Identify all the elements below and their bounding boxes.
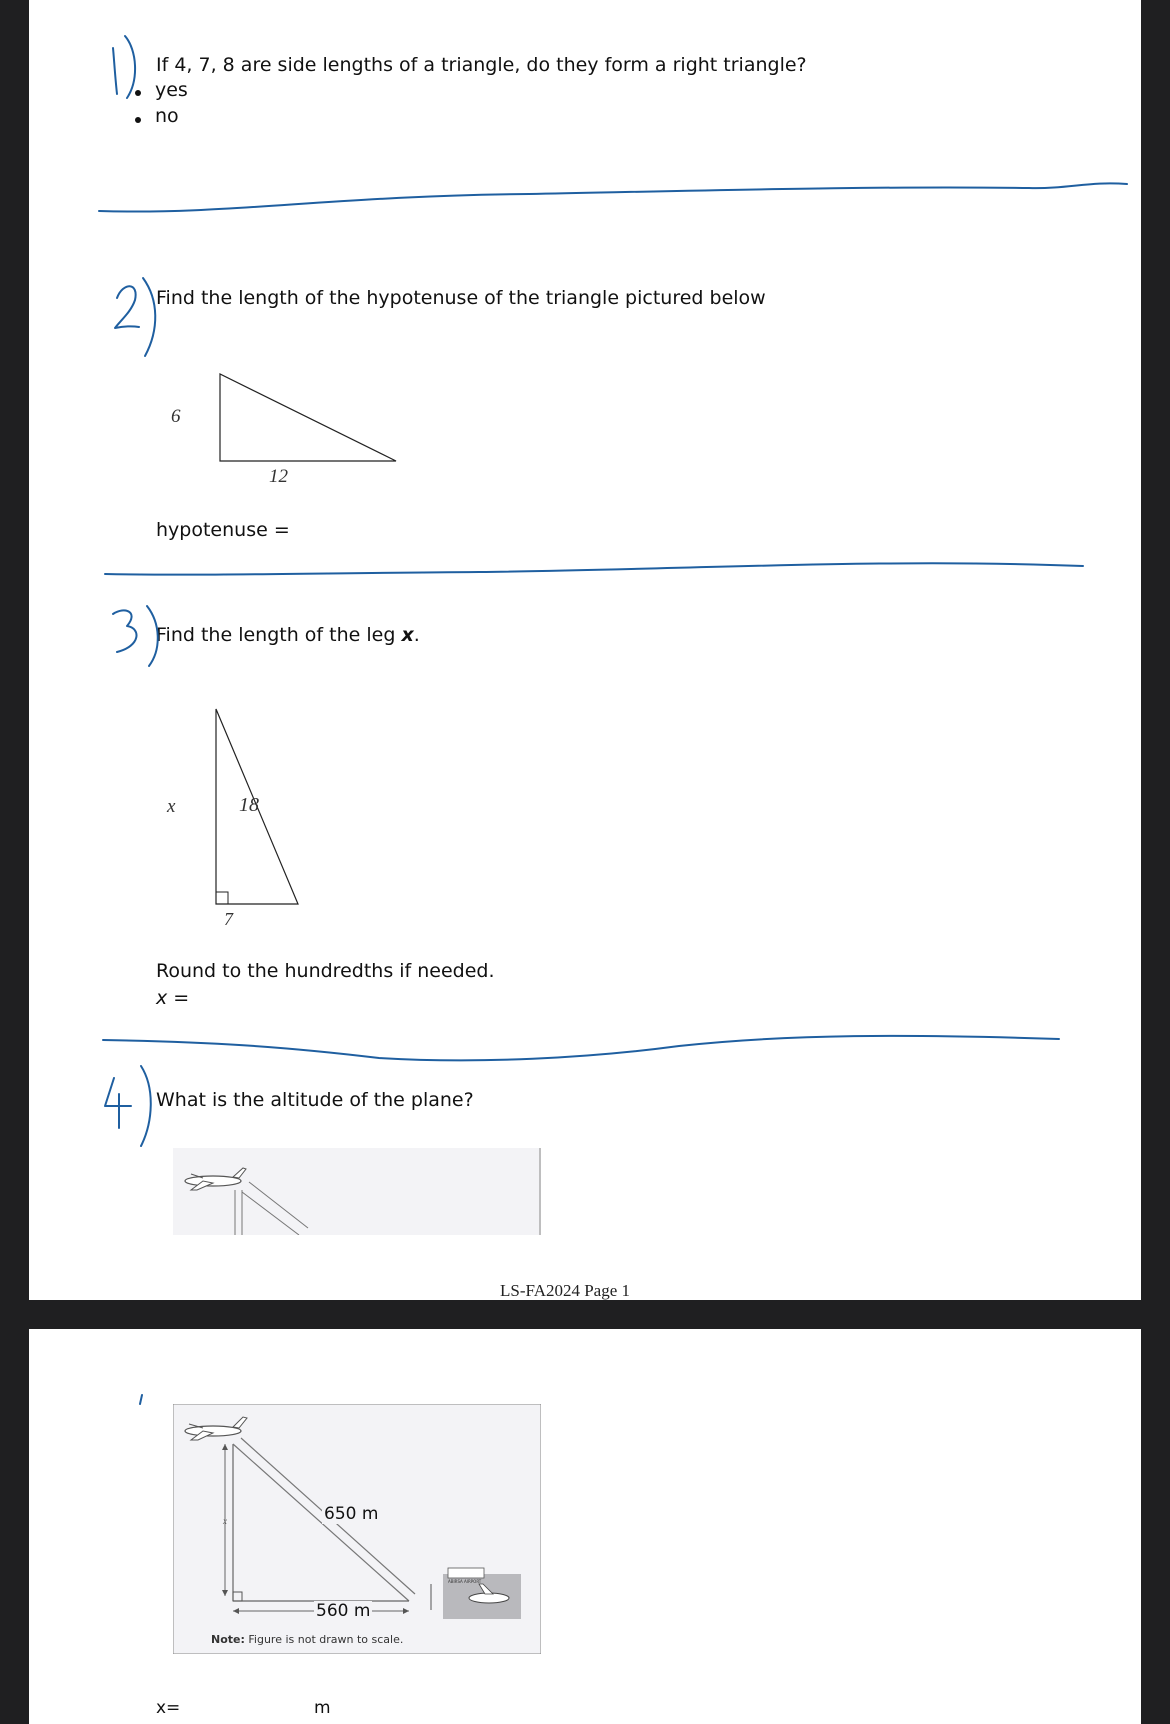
page-footer: LS-FA2024 Page 1 — [500, 1281, 631, 1300]
handwritten-mark — [140, 1395, 142, 1404]
q2-triangle — [220, 374, 396, 461]
handwritten-paren-1 — [125, 36, 135, 98]
right-angle-marker — [216, 892, 228, 904]
q3-answer-label — [156, 987, 189, 1009]
bullet-icon — [135, 117, 141, 123]
figure-note — [211, 1633, 403, 1646]
base-label: 560 m — [316, 1601, 371, 1621]
q4-question-text: What is the altitude of the plane? — [156, 1089, 474, 1111]
q2-triangle-figure — [169, 365, 409, 495]
divider-line-1 — [99, 183, 1127, 211]
figure-note-text: Figure is not drawn to scale. — [244, 1633, 404, 1646]
document-page-2 — [29, 1329, 1141, 1724]
q3-leg-x-label: x — [167, 796, 176, 817]
divider-line-3 — [103, 1036, 1059, 1061]
answer-unit: m — [314, 1698, 331, 1718]
handwritten-number-2 — [115, 286, 139, 328]
divider-line-2 — [105, 563, 1083, 574]
airport-icon — [431, 1568, 521, 1619]
q1-question-text: If 4, 7, 8 are side lengths of a triangle, do they form a right triangle? — [156, 54, 807, 76]
handwritten-paren-2 — [143, 278, 155, 356]
q3-question-text — [156, 624, 420, 646]
q4-figure-cropped — [173, 1148, 541, 1235]
figure-note-bold: Note: — [211, 1633, 245, 1646]
q1-option-no-label: no — [155, 105, 179, 127]
q3-question-prefix: Find the length of the leg — [156, 624, 402, 646]
q1-option-yes-label: yes — [155, 79, 188, 101]
q2-leg-vertical-label: 6 — [171, 406, 181, 427]
q3-hypotenuse-label: 18 — [239, 794, 259, 816]
handwritten-paren-4 — [141, 1066, 151, 1146]
q2-question-text: Find the length of the hypotenuse of the triangle pictured below — [156, 287, 766, 309]
document-page-1 — [29, 0, 1141, 1300]
handwritten-number-4 — [105, 1078, 131, 1128]
airport-sign: ABIRSA AIRPORT — [448, 1579, 482, 1584]
handwritten-number-1 — [113, 48, 117, 94]
q2-leg-horizontal-label: 12 — [269, 466, 288, 487]
q3-base-label: 7 — [224, 909, 233, 929]
q2-answer-label: hypotenuse = — [156, 519, 290, 541]
side-x-label: x — [223, 1516, 227, 1526]
answer-x-label: x= — [156, 1698, 181, 1718]
bullet-icon — [135, 90, 141, 96]
figure-background — [173, 1148, 541, 1235]
hypotenuse-label: 650 m — [324, 1504, 379, 1524]
q3-question-variable: x — [401, 624, 414, 646]
q3-answer-variable: x — [156, 987, 168, 1009]
q3-round-note: Round to the hundredths if needed. — [156, 960, 495, 982]
handwritten-number-3 — [113, 610, 136, 652]
q3-answer-equals: = — [167, 987, 190, 1009]
q3-question-suffix: . — [413, 624, 420, 646]
